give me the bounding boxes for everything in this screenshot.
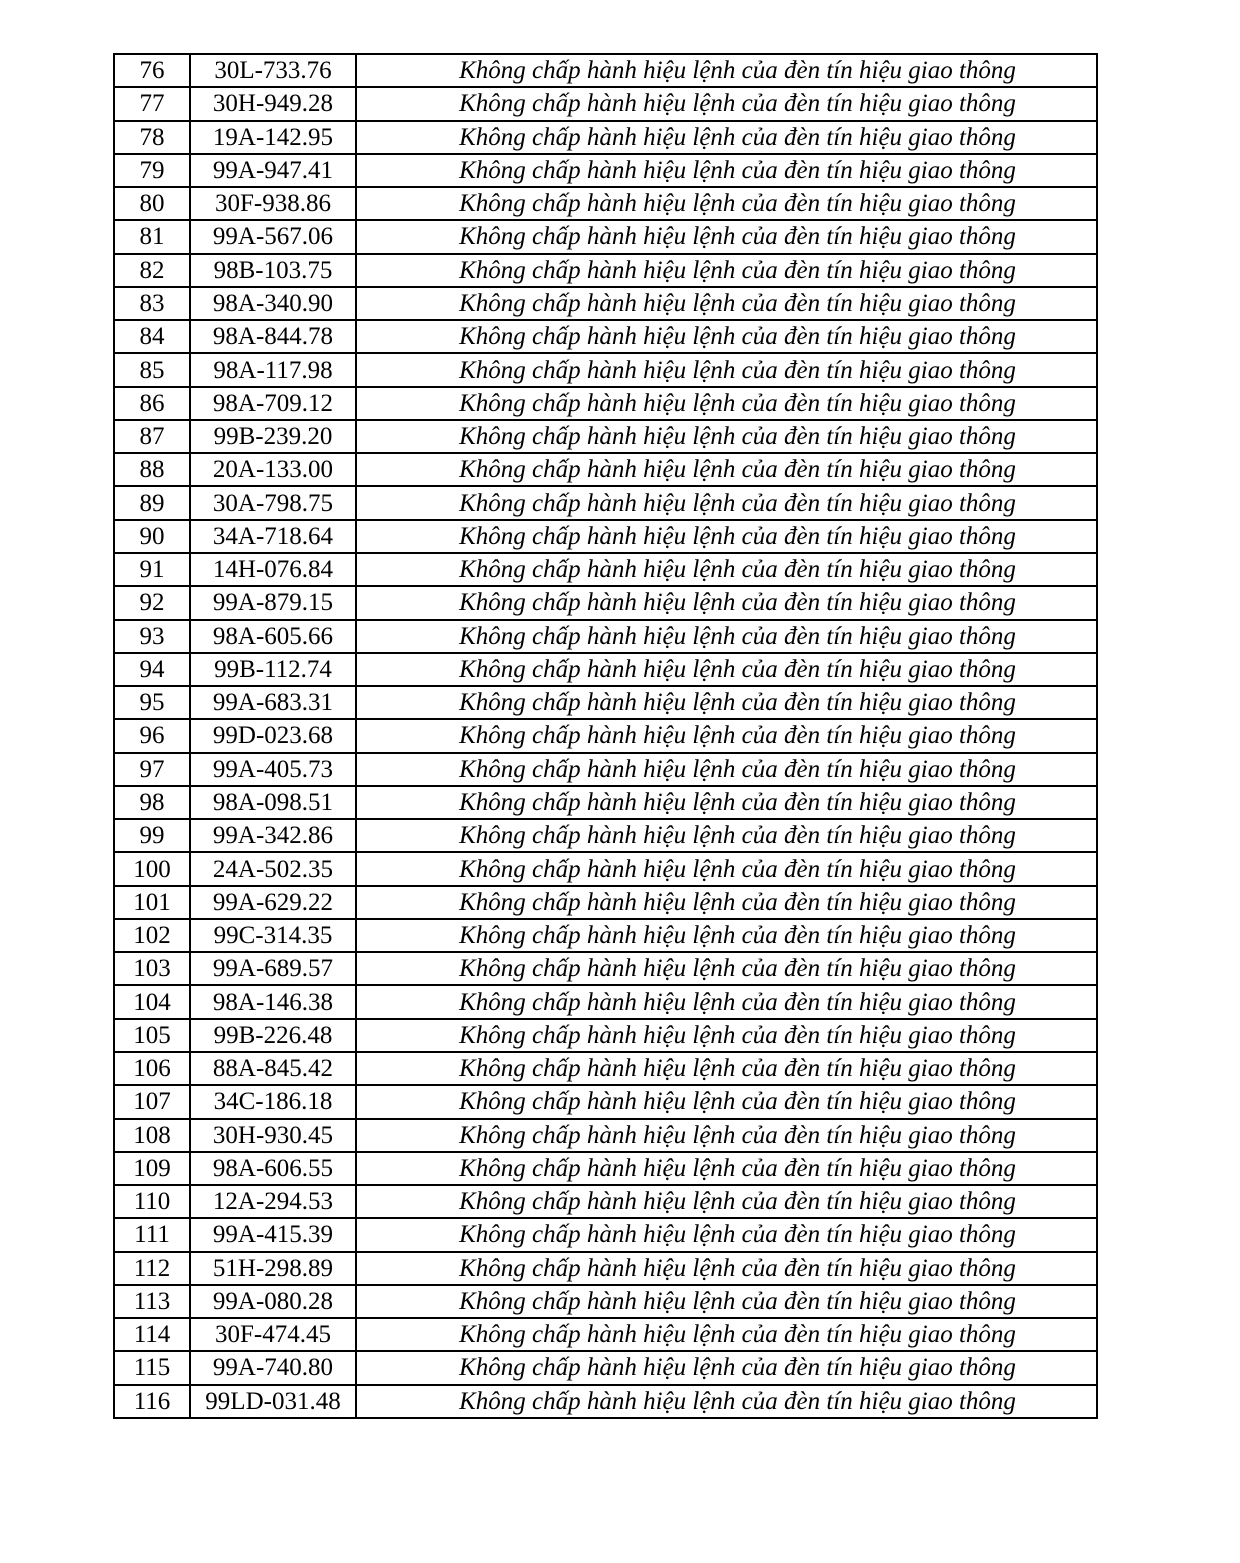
table-row xyxy=(114,87,1097,120)
table-row xyxy=(114,520,1097,553)
violation-cell: Không chấp hành hiệu lệnh của đèn tín hiệu giao thông xyxy=(356,420,1097,453)
table-row xyxy=(114,620,1097,653)
violation-cell: Không chấp hành hiệu lệnh của đèn tín hiệu giao thông xyxy=(356,1119,1097,1152)
violation-cell: Không chấp hành hiệu lệnh của đèn tín hiệu giao thông xyxy=(356,1351,1097,1384)
row-number-cell: 84 xyxy=(114,320,190,353)
violation-cell: Không chấp hành hiệu lệnh của đèn tín hiệu giao thông xyxy=(356,686,1097,719)
license-plate-cell: 30A-798.75 xyxy=(190,486,356,519)
table-row xyxy=(114,220,1097,253)
table-row xyxy=(114,1318,1097,1351)
table-row xyxy=(114,586,1097,619)
table-row xyxy=(114,919,1097,952)
table-row xyxy=(114,819,1097,852)
table-row xyxy=(114,1019,1097,1052)
table-row xyxy=(114,453,1097,486)
table-row xyxy=(114,985,1097,1018)
table-row xyxy=(114,486,1097,519)
license-plate-cell: 99C-314.35 xyxy=(190,919,356,952)
row-number-cell: 107 xyxy=(114,1085,190,1118)
violation-cell: Không chấp hành hiệu lệnh của đèn tín hiệu giao thông xyxy=(356,1085,1097,1118)
license-plate-cell: 98A-709.12 xyxy=(190,387,356,420)
violation-cell: Không chấp hành hiệu lệnh của đèn tín hiệu giao thông xyxy=(356,719,1097,752)
table-row xyxy=(114,1218,1097,1251)
table-row xyxy=(114,287,1097,320)
row-number-cell: 88 xyxy=(114,453,190,486)
row-number-cell: 81 xyxy=(114,220,190,253)
row-number-cell: 80 xyxy=(114,187,190,220)
row-number-cell: 111 xyxy=(114,1218,190,1251)
violation-cell: Không chấp hành hiệu lệnh của đèn tín hiệu giao thông xyxy=(356,320,1097,353)
row-number-cell: 104 xyxy=(114,985,190,1018)
row-number-cell: 102 xyxy=(114,919,190,952)
violation-cell: Không chấp hành hiệu lệnh của đèn tín hiệu giao thông xyxy=(356,620,1097,653)
violation-cell: Không chấp hành hiệu lệnh của đèn tín hiệu giao thông xyxy=(356,520,1097,553)
license-plate-cell: 14H-076.84 xyxy=(190,553,356,586)
row-number-cell: 97 xyxy=(114,753,190,786)
row-number-cell: 103 xyxy=(114,952,190,985)
license-plate-cell: 99B-239.20 xyxy=(190,420,356,453)
violation-cell: Không chấp hành hiệu lệnh của đèn tín hiệu giao thông xyxy=(356,1318,1097,1351)
license-plate-cell: 99A-629.22 xyxy=(190,886,356,919)
table-row xyxy=(114,121,1097,154)
violation-cell: Không chấp hành hiệu lệnh của đèn tín hiệu giao thông xyxy=(356,287,1097,320)
table-row xyxy=(114,886,1097,919)
violation-cell: Không chấp hành hiệu lệnh của đèn tín hiệu giao thông xyxy=(356,254,1097,287)
table-row xyxy=(114,387,1097,420)
license-plate-cell: 99A-080.28 xyxy=(190,1285,356,1318)
license-plate-cell: 30L-733.76 xyxy=(190,54,356,87)
violations-table xyxy=(113,53,1098,1419)
license-plate-cell: 99B-226.48 xyxy=(190,1019,356,1052)
license-plate-cell: 20A-133.00 xyxy=(190,453,356,486)
violation-cell: Không chấp hành hiệu lệnh của đèn tín hiệu giao thông xyxy=(356,1152,1097,1185)
license-plate-cell: 34A-718.64 xyxy=(190,520,356,553)
table-row xyxy=(114,1085,1097,1118)
row-number-cell: 110 xyxy=(114,1185,190,1218)
license-plate-cell: 99A-415.39 xyxy=(190,1218,356,1251)
row-number-cell: 116 xyxy=(114,1385,190,1418)
license-plate-cell: 30F-474.45 xyxy=(190,1318,356,1351)
row-number-cell: 99 xyxy=(114,819,190,852)
table-row xyxy=(114,1385,1097,1418)
license-plate-cell: 99A-689.57 xyxy=(190,952,356,985)
violation-cell: Không chấp hành hiệu lệnh của đèn tín hiệu giao thông xyxy=(356,154,1097,187)
license-plate-cell: 30H-949.28 xyxy=(190,87,356,120)
row-number-cell: 112 xyxy=(114,1252,190,1285)
table-row xyxy=(114,553,1097,586)
row-number-cell: 101 xyxy=(114,886,190,919)
license-plate-cell: 19A-142.95 xyxy=(190,121,356,154)
violation-cell: Không chấp hành hiệu lệnh của đèn tín hiệu giao thông xyxy=(356,586,1097,619)
violation-cell: Không chấp hành hiệu lệnh của đèn tín hiệu giao thông xyxy=(356,819,1097,852)
row-number-cell: 86 xyxy=(114,387,190,420)
violation-cell: Không chấp hành hiệu lệnh của đèn tín hiệu giao thông xyxy=(356,1285,1097,1318)
license-plate-cell: 98A-340.90 xyxy=(190,287,356,320)
license-plate-cell: 99A-947.41 xyxy=(190,154,356,187)
row-number-cell: 89 xyxy=(114,486,190,519)
row-number-cell: 79 xyxy=(114,154,190,187)
table-row xyxy=(114,786,1097,819)
license-plate-cell: 24A-502.35 xyxy=(190,852,356,885)
table-row xyxy=(114,753,1097,786)
row-number-cell: 100 xyxy=(114,852,190,885)
violation-cell: Không chấp hành hiệu lệnh của đèn tín hiệu giao thông xyxy=(356,1052,1097,1085)
violation-cell: Không chấp hành hiệu lệnh của đèn tín hiệu giao thông xyxy=(356,952,1097,985)
row-number-cell: 91 xyxy=(114,553,190,586)
row-number-cell: 90 xyxy=(114,520,190,553)
table-row xyxy=(114,1119,1097,1152)
row-number-cell: 115 xyxy=(114,1351,190,1384)
violation-cell: Không chấp hành hiệu lệnh của đèn tín hiệu giao thông xyxy=(356,753,1097,786)
violation-cell: Không chấp hành hiệu lệnh của đèn tín hiệu giao thông xyxy=(356,852,1097,885)
row-number-cell: 105 xyxy=(114,1019,190,1052)
violation-cell: Không chấp hành hiệu lệnh của đèn tín hiệu giao thông xyxy=(356,54,1097,87)
table-row xyxy=(114,1052,1097,1085)
license-plate-cell: 99LD-031.48 xyxy=(190,1385,356,1418)
violation-cell: Không chấp hành hiệu lệnh của đèn tín hiệu giao thông xyxy=(356,786,1097,819)
violation-cell: Không chấp hành hiệu lệnh của đèn tín hiệu giao thông xyxy=(356,387,1097,420)
license-plate-cell: 99A-405.73 xyxy=(190,753,356,786)
violation-cell: Không chấp hành hiệu lệnh của đèn tín hiệu giao thông xyxy=(356,1252,1097,1285)
license-plate-cell: 99A-683.31 xyxy=(190,686,356,719)
row-number-cell: 92 xyxy=(114,586,190,619)
violations-table-body xyxy=(114,54,1097,1418)
row-number-cell: 106 xyxy=(114,1052,190,1085)
table-row xyxy=(114,320,1097,353)
table-row xyxy=(114,1252,1097,1285)
license-plate-cell: 34C-186.18 xyxy=(190,1085,356,1118)
row-number-cell: 87 xyxy=(114,420,190,453)
row-number-cell: 113 xyxy=(114,1285,190,1318)
license-plate-cell: 98A-098.51 xyxy=(190,786,356,819)
violation-cell: Không chấp hành hiệu lệnh của đèn tín hiệu giao thông xyxy=(356,187,1097,220)
violation-cell: Không chấp hành hiệu lệnh của đèn tín hiệu giao thông xyxy=(356,453,1097,486)
license-plate-cell: 12A-294.53 xyxy=(190,1185,356,1218)
table-row xyxy=(114,1285,1097,1318)
license-plate-cell: 99A-342.86 xyxy=(190,819,356,852)
table-row xyxy=(114,54,1097,87)
violation-cell: Không chấp hành hiệu lệnh của đèn tín hiệu giao thông xyxy=(356,220,1097,253)
license-plate-cell: 99B-112.74 xyxy=(190,653,356,686)
table-row xyxy=(114,420,1097,453)
violation-cell: Không chấp hành hiệu lệnh của đèn tín hiệu giao thông xyxy=(356,353,1097,386)
violation-cell: Không chấp hành hiệu lệnh của đèn tín hiệu giao thông xyxy=(356,985,1097,1018)
table-row xyxy=(114,1152,1097,1185)
license-plate-cell: 99A-740.80 xyxy=(190,1351,356,1384)
license-plate-cell: 98A-606.55 xyxy=(190,1152,356,1185)
violation-cell: Không chấp hành hiệu lệnh của đèn tín hiệu giao thông xyxy=(356,1218,1097,1251)
row-number-cell: 98 xyxy=(114,786,190,819)
row-number-cell: 93 xyxy=(114,620,190,653)
violation-cell: Không chấp hành hiệu lệnh của đèn tín hiệu giao thông xyxy=(356,919,1097,952)
table-row xyxy=(114,686,1097,719)
license-plate-cell: 98A-605.66 xyxy=(190,620,356,653)
license-plate-cell: 99A-567.06 xyxy=(190,220,356,253)
row-number-cell: 82 xyxy=(114,254,190,287)
license-plate-cell: 99A-879.15 xyxy=(190,586,356,619)
license-plate-cell: 98A-117.98 xyxy=(190,353,356,386)
license-plate-cell: 98A-844.78 xyxy=(190,320,356,353)
table-row xyxy=(114,852,1097,885)
row-number-cell: 78 xyxy=(114,121,190,154)
license-plate-cell: 30H-930.45 xyxy=(190,1119,356,1152)
row-number-cell: 95 xyxy=(114,686,190,719)
row-number-cell: 83 xyxy=(114,287,190,320)
row-number-cell: 94 xyxy=(114,653,190,686)
violation-cell: Không chấp hành hiệu lệnh của đèn tín hiệu giao thông xyxy=(356,1185,1097,1218)
violation-cell: Không chấp hành hiệu lệnh của đèn tín hiệu giao thông xyxy=(356,486,1097,519)
table-row xyxy=(114,353,1097,386)
table-row xyxy=(114,154,1097,187)
violation-cell: Không chấp hành hiệu lệnh của đèn tín hiệu giao thông xyxy=(356,1385,1097,1418)
table-row xyxy=(114,952,1097,985)
license-plate-cell: 30F-938.86 xyxy=(190,187,356,220)
row-number-cell: 114 xyxy=(114,1318,190,1351)
violation-cell: Không chấp hành hiệu lệnh của đèn tín hiệu giao thông xyxy=(356,1019,1097,1052)
row-number-cell: 108 xyxy=(114,1119,190,1152)
license-plate-cell: 98B-103.75 xyxy=(190,254,356,287)
license-plate-cell: 98A-146.38 xyxy=(190,985,356,1018)
table-row xyxy=(114,719,1097,752)
license-plate-cell: 99D-023.68 xyxy=(190,719,356,752)
table-row xyxy=(114,653,1097,686)
row-number-cell: 85 xyxy=(114,353,190,386)
row-number-cell: 109 xyxy=(114,1152,190,1185)
license-plate-cell: 88A-845.42 xyxy=(190,1052,356,1085)
row-number-cell: 77 xyxy=(114,87,190,120)
violation-cell: Không chấp hành hiệu lệnh của đèn tín hiệu giao thông xyxy=(356,87,1097,120)
license-plate-cell: 51H-298.89 xyxy=(190,1252,356,1285)
violation-cell: Không chấp hành hiệu lệnh của đèn tín hiệu giao thông xyxy=(356,886,1097,919)
violation-cell: Không chấp hành hiệu lệnh của đèn tín hiệu giao thông xyxy=(356,121,1097,154)
table-row xyxy=(114,1185,1097,1218)
row-number-cell: 96 xyxy=(114,719,190,752)
violation-cell: Không chấp hành hiệu lệnh của đèn tín hiệu giao thông xyxy=(356,653,1097,686)
row-number-cell: 76 xyxy=(114,54,190,87)
violation-cell: Không chấp hành hiệu lệnh của đèn tín hiệu giao thông xyxy=(356,553,1097,586)
table-row xyxy=(114,1351,1097,1384)
table-row xyxy=(114,187,1097,220)
table-row xyxy=(114,254,1097,287)
